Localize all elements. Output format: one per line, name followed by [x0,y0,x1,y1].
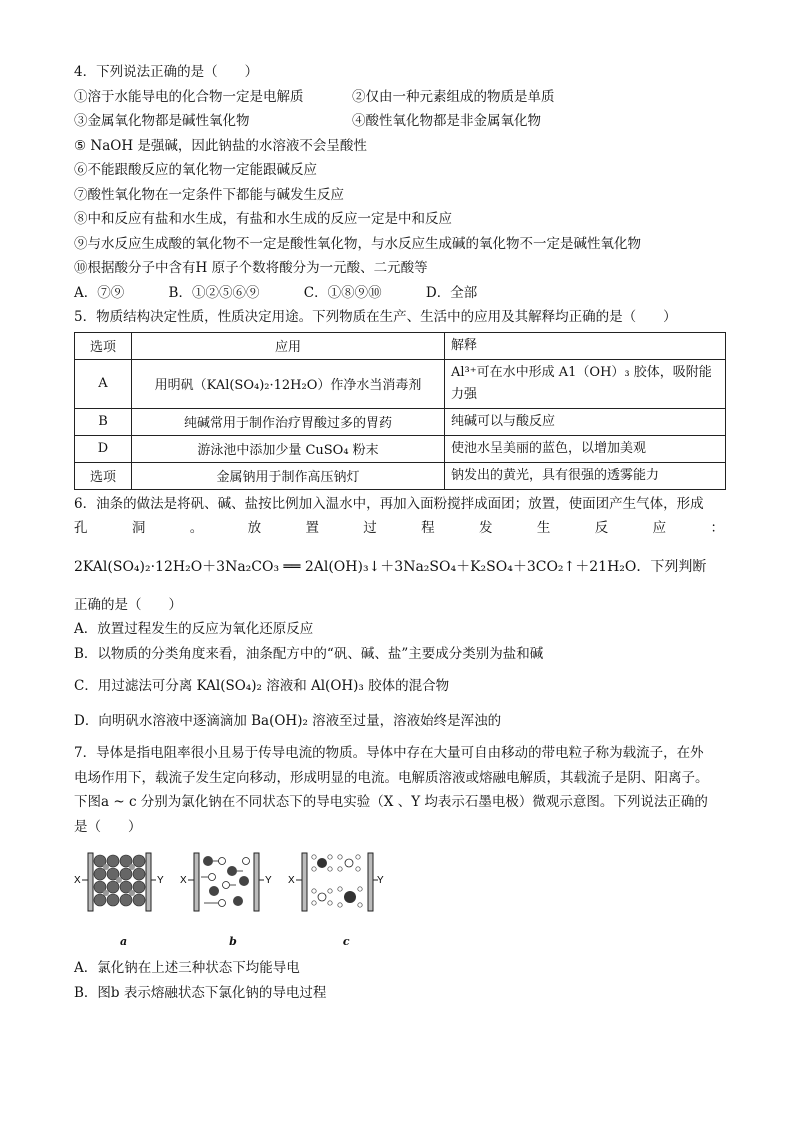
electrode-x-label: X [180,875,187,886]
q6-word: 过 [363,520,377,536]
q4-option-b[interactable]: B．①②⑤⑥⑨ [168,284,260,301]
q5-table [74,332,726,490]
q4-item-4: ④酸性氧化物都是非金属氧化物 [352,113,541,129]
q6-option-d[interactable]: D．向明矾水溶液中逐滴滴加 Ba(OH)₂ 溶液至过量，溶液始终是浑浊的 [74,712,502,729]
q4-stem: 4．下列说法正确的是（ ） [74,64,259,80]
q7-option-b[interactable]: B．图b 表示熔融状态下氯化钠的导电过程 [74,984,327,1001]
figure-label-a: a [120,935,128,948]
row-explanation: Al³⁺可在水中形成 A1（OH）₃ 胶体，吸附能力强 [445,359,726,408]
electrode-y-label: Y [377,875,384,886]
panel-c [288,853,384,911]
q6-word: ： [710,520,724,536]
q6-equation: 2KAl(SO₄)₂·12H₂O＋3Na₂CO₃ ══ 2Al(OH)₃↓＋3Na₂SO₄＋K₂SO₄＋3CO₂↑＋21H₂O．下列判断 [74,558,707,575]
electrode-y-label: Y [265,875,272,886]
q6-word: 。 [189,520,204,536]
row-option: B [75,408,132,435]
electrode-x-label: X [74,875,81,886]
q4-item-9: ⑨与水反应生成酸的氧化物不一定是酸性氧化物，与水反应生成碱的氧化物不一定是碱性氧化物 [74,235,641,252]
header-use: 应用 [132,332,445,359]
electrode-x-label: X [288,875,295,886]
q6-line-2 [74,516,724,541]
q4-row-1 [74,85,734,110]
row-use: 用明矾（KAl(SO₄)₂·12H₂O）作净水当消毒剂 [132,359,445,408]
q6-option-c[interactable]: C．用过滤法可分离 KAl(SO₄)₂ 溶液和 Al(OH)₃ 胶体的混合物 [74,678,450,694]
table-row [75,408,726,435]
table-row [75,435,726,462]
nacl-conduction-diagram [74,847,384,931]
q4-item-3: ③金属氧化物都是碱性氧化物 [74,113,250,129]
electrode-y-label: Y [157,875,164,886]
row-use: 游泳池中添加少量 CuSO₄ 粉末 [132,435,445,462]
exam-page [74,60,734,1005]
q7-line-1: 7．导体是指电阻率很小且易于传导电流的物质。导体中存在大量可自由移动的带电粒子称为载流子，在外 [74,745,704,761]
table-row [75,359,726,408]
figure-label-b: b [229,935,237,948]
q4-option-d[interactable]: D．全部 [425,284,478,301]
q6-option-b[interactable]: B．以物质的分类角度来看，油条配方中的“矾、碱、盐”主要成分类别为盐和碱 [74,645,544,662]
q5-stem: 5．物质结构决定性质，性质决定用途。下列物质在生产、生活中的应用及其解释均正确的是（ ） [74,309,677,325]
row-option: 选项 [75,462,132,489]
q4-option-c[interactable]: C．①⑧⑨⑩ [303,284,382,301]
q4-item-8: ⑧中和反应有盐和水生成，有盐和水生成的反应一定是中和反应 [74,211,452,227]
q6-option-a[interactable]: A．放置过程发生的反应为氧化还原反应 [74,621,314,637]
q6-word: 反 [594,520,609,536]
q6-stem-end: 正确的是（ ） [74,596,182,613]
q4-option-a[interactable]: A．⑦⑨ [74,284,125,301]
row-option: D [75,435,132,462]
row-explanation: 钠发出的黄光，具有很强的透雾能力 [445,462,726,489]
q6-word: 放 [247,520,262,536]
q4-item-7: ⑦酸性氧化物在一定条件下都能与碱发生反应 [74,186,344,203]
row-use: 金属钠用于制作高压钠灯 [132,462,445,489]
row-use: 纯碱常用于制作治疗胃酸过多的胃药 [132,408,445,435]
table-header-row [75,332,726,359]
q6-word: 置 [305,520,319,536]
panel-b [180,853,272,911]
q4-item-1: ①溶于水能导电的化合物一定是电解质 [74,88,304,105]
row-explanation: 使池水呈美丽的蓝色，以增加美观 [445,435,726,462]
q6-word: 孔 [74,520,88,536]
q6-word: 发 [479,520,493,536]
q6-word: 生 [536,520,551,536]
figure-label-c: c [342,935,350,948]
q4-row-2 [74,109,734,134]
q7-line-4: 是（ ） [74,818,142,835]
header-explanation: 解释 [445,332,726,359]
q6-word: 程 [421,520,435,536]
q4-options [74,281,734,306]
q4-item-6: ⑥不能跟酸反应的氧化物一定能跟碱反应 [74,162,317,178]
panel-a [74,853,164,911]
q6-word: 洞 [131,520,146,536]
figure-labels [74,935,734,948]
q6-word: 应 [652,520,667,536]
q4-item-10: ⑩根据酸分子中含有H 原子个数将酸分为一元酸、二元酸等 [74,260,428,276]
q7-figure [74,847,734,948]
q7-line-2: 电场作用下，载流子发生定向移动，形成明显的电流。电解质溶液或熔融电解质，其载流子是阴、阳离子。 [74,769,709,786]
row-option: A [75,359,132,408]
q6-line-1: 6．油条的做法是将矾、碱、盐按比例加入温水中，再加入面粉搅拌成面团；放置，使面团产生气体，形成 [74,495,704,512]
q4-item-5: ⑤ NaOH 是强碱，因此钠盐的水溶液不会呈酸性 [74,137,367,154]
q7-line-3: 下图a ~ c 分别为氯化钠在不同状态下的导电实验（X 、Y 均表示石墨电极）微观示意图。下列说法正确的 [74,794,708,810]
q7-option-a[interactable]: A．氯化钠在上述三种状态下均能导电 [74,960,300,976]
row-explanation: 纯碱可以与酸反应 [445,408,726,435]
q4-item-2: ②仅由一种元素组成的物质是单质 [352,88,555,105]
header-option: 选项 [75,332,132,359]
table-row [75,462,726,489]
